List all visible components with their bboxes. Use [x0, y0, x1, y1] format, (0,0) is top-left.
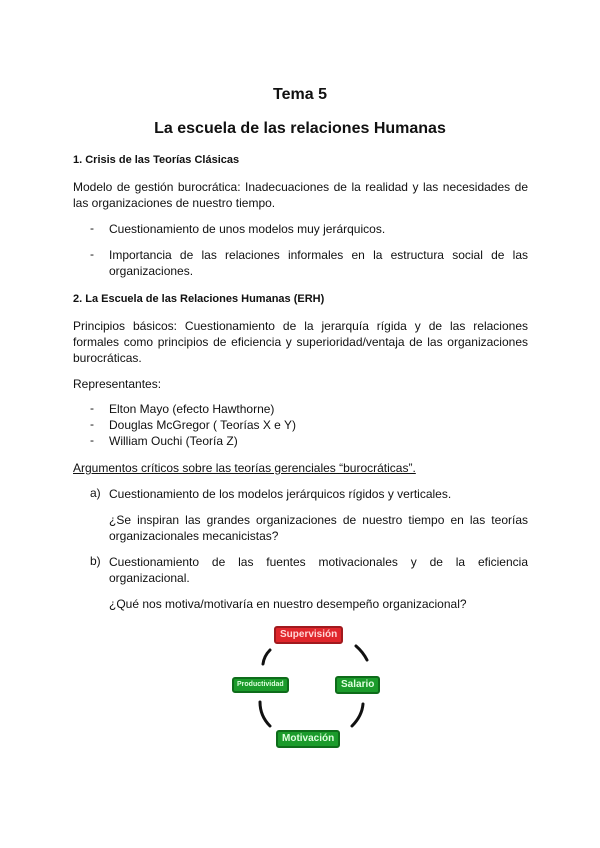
- section1-paragraph: Modelo de gestión burocrática: Inadecuaciones de la realidad y las necesidades de las organizaciones de nuestro tiempo.: [73, 180, 528, 210]
- argumento-a-question: ¿Se inspiran las grandes organizaciones de nuestro tiempo en las teorías organizacionales mecanicistas?: [109, 513, 528, 543]
- representantes-label: Representantes:: [73, 377, 162, 391]
- section1-heading: 1. Crisis de las Teorías Clásicas: [73, 154, 240, 166]
- bullet-dash: -: [90, 417, 94, 431]
- node-motivacion: Motivación: [276, 730, 340, 748]
- arrow-right-bottom: [352, 704, 363, 726]
- argumento-a-text: Cuestionamiento de los modelos jerárquicos rígidos y verticales.: [109, 487, 452, 501]
- arrow-left-top: [263, 650, 270, 664]
- bullet-dash: -: [90, 221, 94, 235]
- argumento-b-question: ¿Qué nos motiva/motivaría en nuestro desempeño organizacional?: [109, 597, 467, 611]
- representante-2: Douglas McGregor ( Teorías X e Y): [109, 418, 296, 432]
- bullet-dash: -: [90, 433, 94, 447]
- arrow-right-top: [356, 646, 367, 660]
- argumento-b-marker: b): [90, 554, 101, 568]
- node-supervision: Supervisión: [274, 626, 343, 644]
- section2-heading: 2. La Escuela de las Relaciones Humanas (ERH): [73, 293, 325, 305]
- section1-bullet-1: Cuestionamiento de unos modelos muy jerárquicos.: [109, 222, 386, 236]
- bullet-dash: -: [90, 247, 94, 261]
- section1-bullet-2: Importancia de las relaciones informales en la estructura social de las organizaciones.: [109, 248, 528, 278]
- bullet-dash: -: [90, 401, 94, 415]
- argumento-a-marker: a): [90, 486, 101, 500]
- page-title: Tema 5: [273, 86, 327, 103]
- representante-1: Elton Mayo (efecto Hawthorne): [109, 402, 275, 416]
- representante-3: William Ouchi (Teoría Z): [109, 434, 238, 448]
- page-subtitle: La escuela de las relaciones Humanas: [154, 120, 446, 137]
- argumentos-heading: Argumentos críticos sobre las teorías gerenciales “burocráticas”.: [73, 461, 416, 475]
- section2-paragraph: Principios básicos: Cuestionamiento de la jerarquía rígida y de las relaciones formales como principios de eficiencia y superioridad/ventaja de las organizaciones burocráticas.: [73, 319, 528, 365]
- arrow-left-bottom: [260, 702, 270, 726]
- argumento-b-text: Cuestionamiento de las fuentes motivacionales y de la eficiencia organizacional.: [109, 555, 528, 585]
- node-productividad: Productividad: [232, 677, 289, 693]
- node-salario: Salario: [335, 676, 380, 694]
